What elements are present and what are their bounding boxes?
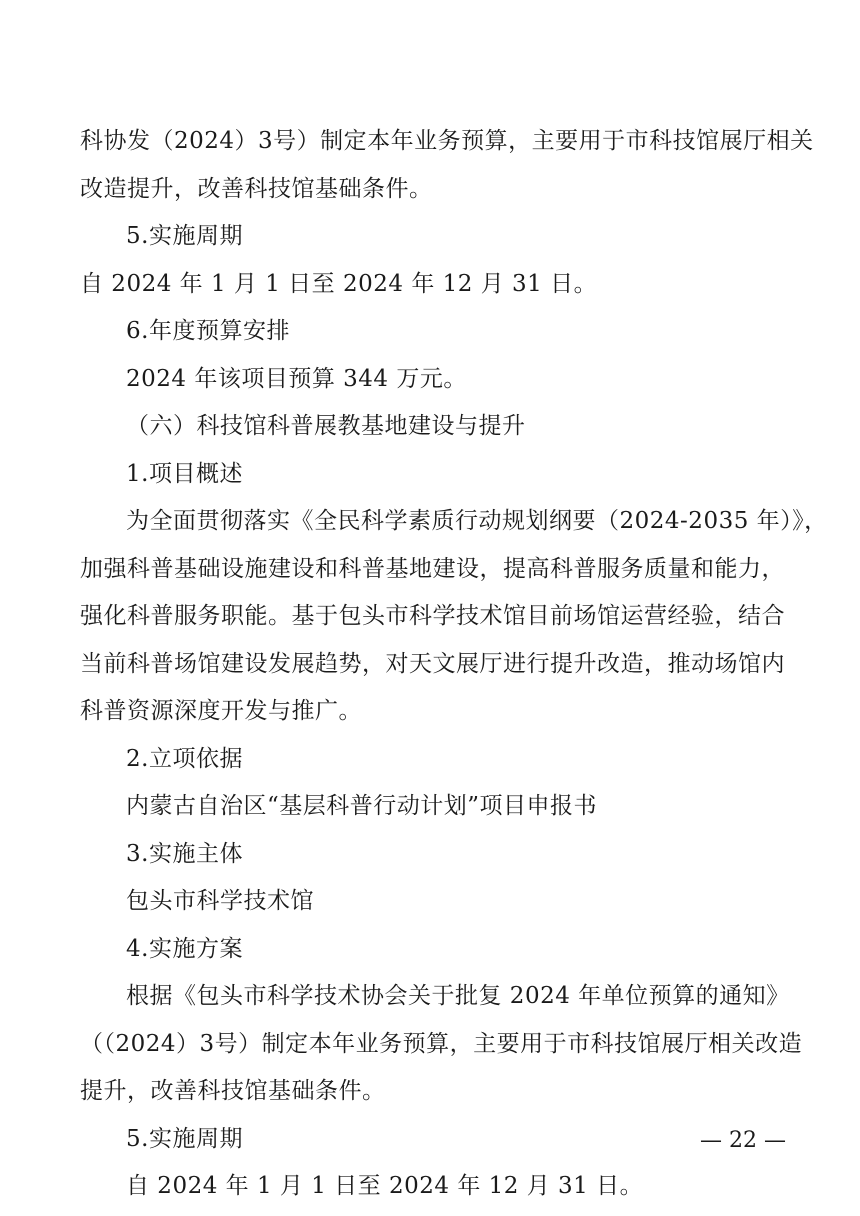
text-line: 科协发（2024）3号）制定本年业务预算，主要用于市科技馆展厅相关 <box>80 128 814 154</box>
section-heading: 5.实施周期 <box>126 1125 243 1152</box>
text-line: 2024 年该项目预算 344 万元。 <box>126 365 467 392</box>
text-line: 根据《包头市科学技术协会关于批复 2024 年单位预算的通知》 <box>126 983 790 1009</box>
text-line: 自 2024 年 1 月 1 日至 2024 年 12 月 31 日。 <box>126 1173 644 1199</box>
text-line: （（2024）3号）制定本年业务预算，主要用于市科技馆展厅相关改造 <box>80 1030 803 1057</box>
section-heading: 2.立项依据 <box>126 745 243 772</box>
document-body <box>80 118 828 1211</box>
text-line: 加强科普基础设施建设和科普基地建设，提高科普服务质量和能力， <box>80 555 785 582</box>
text-line: 自 2024 年 1 月 1 日至 2024 年 12 月 31 日。 <box>80 270 598 297</box>
section-heading: 1.项目概述 <box>126 460 243 487</box>
text-line: 为全面贯彻落实《全民科学素质行动规划纲要（2024-2035 年）》， <box>126 508 828 534</box>
text-line: 包头市科学技术馆 <box>126 888 314 914</box>
section-heading: 3.实施主体 <box>126 840 243 867</box>
section-heading: 5.实施周期 <box>126 223 243 249</box>
text-line: 内蒙古自治区“基层科普行动计划”项目申报书 <box>126 793 598 819</box>
text-line: 当前科普场馆建设发展趋势，对天文展厅进行提升改造，推动场馆内 <box>80 650 785 677</box>
text-line: 改造提升，改善科技馆基础条件。 <box>80 175 433 202</box>
text-line: 提升，改善科技馆基础条件。 <box>80 1078 386 1104</box>
page-number: — 22 — <box>700 1128 786 1153</box>
text-line: 科普资源深度开发与推广。 <box>80 698 362 724</box>
section-heading: 6.年度预算安排 <box>126 318 290 344</box>
section-heading: 4.实施方案 <box>126 935 243 962</box>
section-heading: （六）科技馆科普展教基地建设与提升 <box>126 413 526 439</box>
text-line: 强化科普服务职能。基于包头市科学技术馆目前场馆运营经验，结合 <box>80 603 785 629</box>
